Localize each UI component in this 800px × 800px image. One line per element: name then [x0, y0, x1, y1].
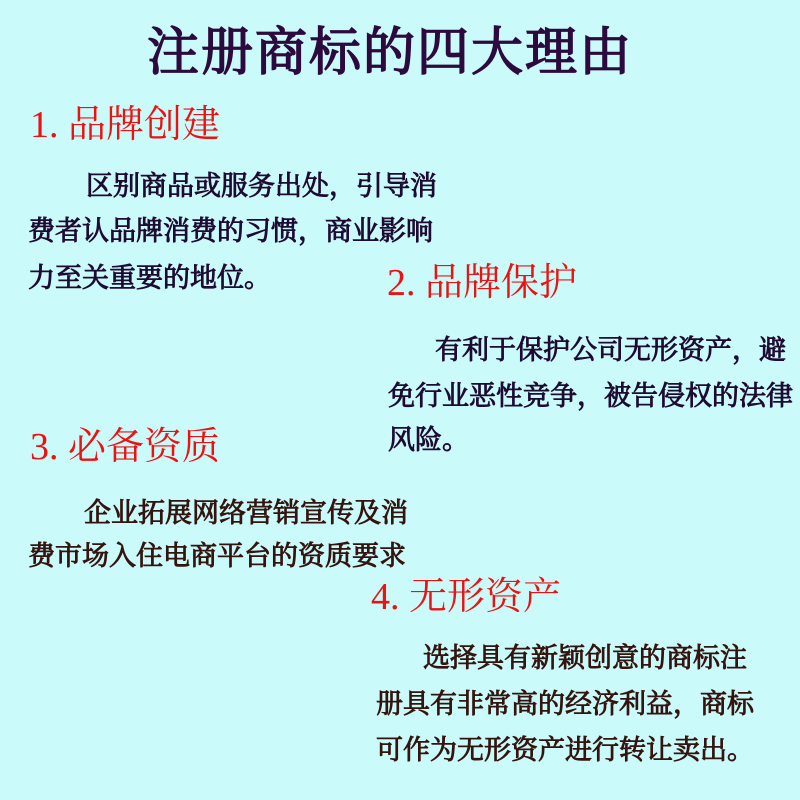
section-2-heading: 2. 品牌保护: [387, 262, 578, 304]
section-4-heading: 4. 无形资产: [371, 576, 562, 618]
section-2-body-line-2: 免行业恶性竞争，被告侵权的法律: [388, 381, 793, 411]
section-4-body-line-3: 可作为无形资产进行转让卖出。: [376, 735, 754, 765]
section-1-body-line-3: 力至关重要的地位。: [28, 263, 271, 293]
section-4-body-line-2: 册具有非常高的经济利益，商标: [376, 689, 754, 719]
section-1-body-line-2: 费者认品牌消费的习惯，商业影响: [28, 216, 433, 246]
section-1-heading: 1. 品牌创建: [30, 104, 221, 146]
page-title: 注册商标的四大理由: [146, 25, 633, 82]
section-3-body-line-1: 企业拓展网络营销宣传及消: [84, 498, 408, 528]
section-3-body-line-2: 费市场入住电商平台的资质要求: [28, 541, 406, 571]
section-2-body-line-1: 有利于保护公司无形资产，避: [435, 335, 786, 365]
section-3-heading: 3. 必备资质: [30, 426, 221, 468]
section-2-body-line-3: 风险。: [388, 425, 469, 455]
section-1-body-line-1: 区别商品或服务出处，引导消: [86, 171, 437, 201]
section-4-body-line-1: 选择具有新颖创意的商标注: [423, 643, 747, 673]
